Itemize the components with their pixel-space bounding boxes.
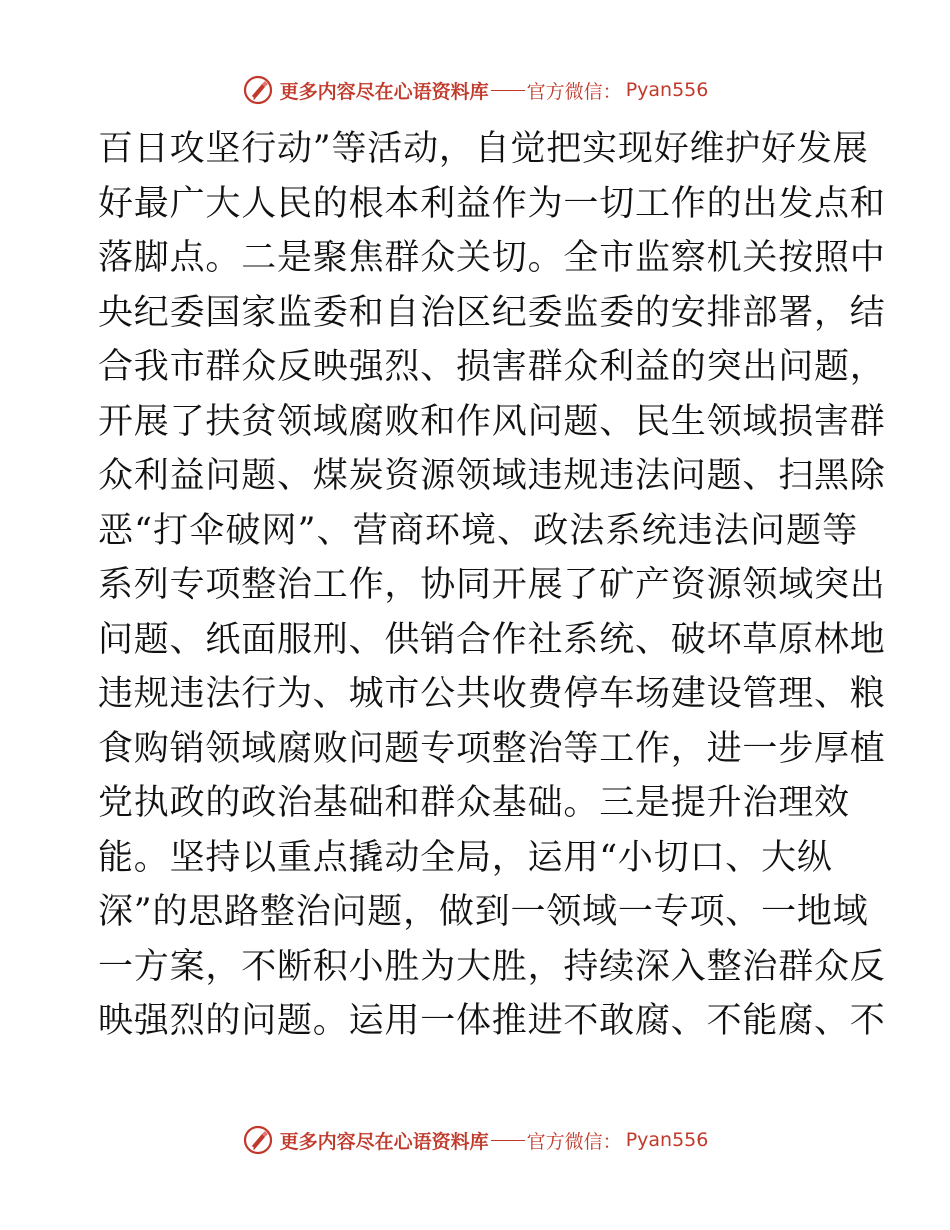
body-line: 央纪委国家监委和自治区纪委监委的安排部署，结 — [98, 292, 886, 333]
footer-wechat-id: Pyan556 — [625, 1129, 709, 1151]
body-line: 百日攻坚行动”等活动，自觉把实现好维护好发展 — [98, 129, 869, 169]
body-line: 违规违法行为、城市公共收费停车场建设管理、粮 — [98, 674, 886, 714]
header-banner — [0, 70, 950, 110]
footer-promo-text: 更多内容尽在心语资料库 — [279, 1130, 489, 1153]
header-official-label: 官方微信： — [526, 80, 622, 103]
footer-banner — [0, 1120, 950, 1160]
header-dash — [491, 90, 525, 91]
header-wechat-id: Pyan556 — [625, 79, 709, 101]
body-line: 开展了扶贫领域腐败和作风问题、民生领域损害群 — [98, 401, 886, 442]
body-line: 好最广大人民的根本利益作为一切工作的出发点和 — [98, 183, 886, 224]
footer-dash — [491, 1140, 525, 1141]
body-line: 系列专项整治工作，协同开展了矿产资源领域突出 — [98, 565, 886, 605]
body-line: 食购销领域腐败问题专项整治等工作，进一步厚植 — [98, 728, 886, 769]
body-line: 恶“打伞破网”、营商环境、政法系统违法问题等 — [98, 510, 858, 551]
body-line: 合我市群众反映强烈、损害群众利益的突出问题， — [98, 347, 886, 387]
body-line: 众利益问题、煤炭资源领域违规违法问题、扫黑除 — [98, 456, 886, 496]
document-body — [98, 122, 886, 1049]
body-line: 能。坚持以重点撬动全局，运用“小切口、大纵 — [98, 837, 833, 878]
pen-logo-icon — [242, 1124, 274, 1156]
body-line: 一方案，不断积小胜为大胜，持续深入整治群众反 — [98, 946, 886, 987]
pen-logo-icon — [242, 74, 274, 106]
body-line: 落脚点。二是聚焦群众关切。全市监察机关按照中 — [98, 238, 886, 278]
body-line: 深”的思路整治问题，做到一领域一专项、一地域 — [98, 892, 869, 932]
footer-official-label: 官方微信： — [526, 1130, 622, 1153]
header-promo-text: 更多内容尽在心语资料库 — [279, 80, 489, 103]
body-line: 问题、纸面服刑、供销合作社系统、破坏草原林地 — [98, 619, 886, 660]
body-line: 映强烈的问题。运用一体推进不敢腐、不能腐、不 — [98, 1001, 886, 1041]
body-line: 党执政的政治基础和群众基础。三是提升治理效 — [98, 783, 850, 823]
